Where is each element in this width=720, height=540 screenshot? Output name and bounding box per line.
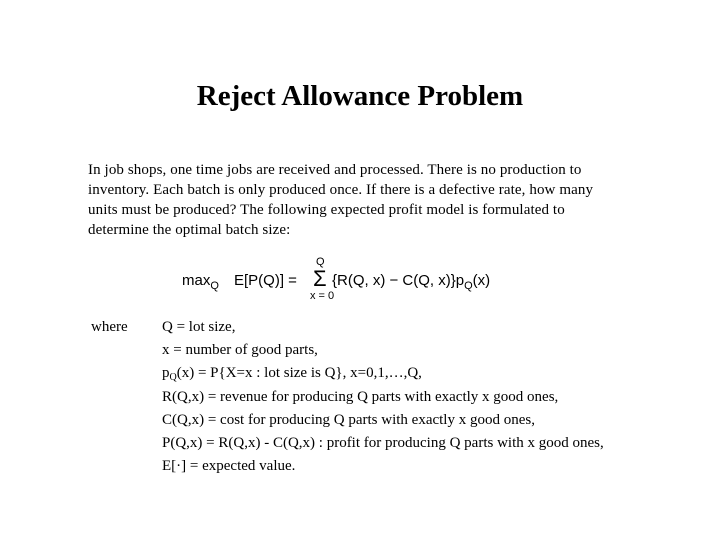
formula-body-sub: Q	[464, 280, 473, 292]
definitions-list	[162, 316, 702, 478]
formula-sum-upper: Q	[316, 256, 325, 268]
formula-max-sub: Q	[210, 280, 219, 292]
formula-body-text: {R(Q, x) − C(Q, x)}p	[332, 272, 465, 289]
formula-lhs: E[P(Q)] =	[234, 272, 297, 289]
definition-p: P(Q,x) = R(Q,x) - C(Q,x) : profit for producing Q parts with x good ones,	[162, 435, 604, 451]
intro-line-4: determine the optimal batch size:	[88, 222, 291, 238]
formula-max	[182, 272, 219, 292]
intro-line-3: units must be produced? The following expected profit model is formulated to	[88, 202, 565, 218]
definition-r: R(Q,x) = revenue for producing Q parts with exactly x good ones,	[162, 389, 559, 405]
definition-e: E[·] = expected value.	[162, 458, 296, 474]
formula-body	[332, 272, 491, 292]
formula-sum-lower: x = 0	[310, 290, 335, 302]
intro-line-2: inventory. Each batch is only produced once. If there is a defective rate, how many	[88, 182, 594, 198]
definition-c: C(Q,x) = cost for producing Q parts with exactly x good ones,	[162, 412, 535, 428]
expected-profit-formula	[182, 255, 542, 303]
definition-q: Q = lot size,	[162, 319, 236, 335]
definition-pq-rest: (x) = P{X=x : lot size is Q}, x=0,1,…,Q,	[176, 365, 422, 381]
formula-tail: (x)	[472, 272, 491, 289]
definition-x: x = number of good parts,	[162, 342, 318, 358]
where-label: where	[91, 319, 128, 335]
definition-pq	[162, 362, 702, 386]
slide-title: Reject Allowance Problem	[196, 80, 524, 112]
formula-sum-symbol: Σ	[313, 266, 327, 291]
definition-pq-sub: Q	[169, 372, 177, 383]
definition-pq-prefix: p	[162, 365, 170, 381]
formula-max-text: max	[182, 272, 211, 289]
intro-paragraph	[88, 160, 648, 240]
intro-line-1: In job shops, one time jobs are received and processed. There is no production to	[88, 162, 582, 178]
